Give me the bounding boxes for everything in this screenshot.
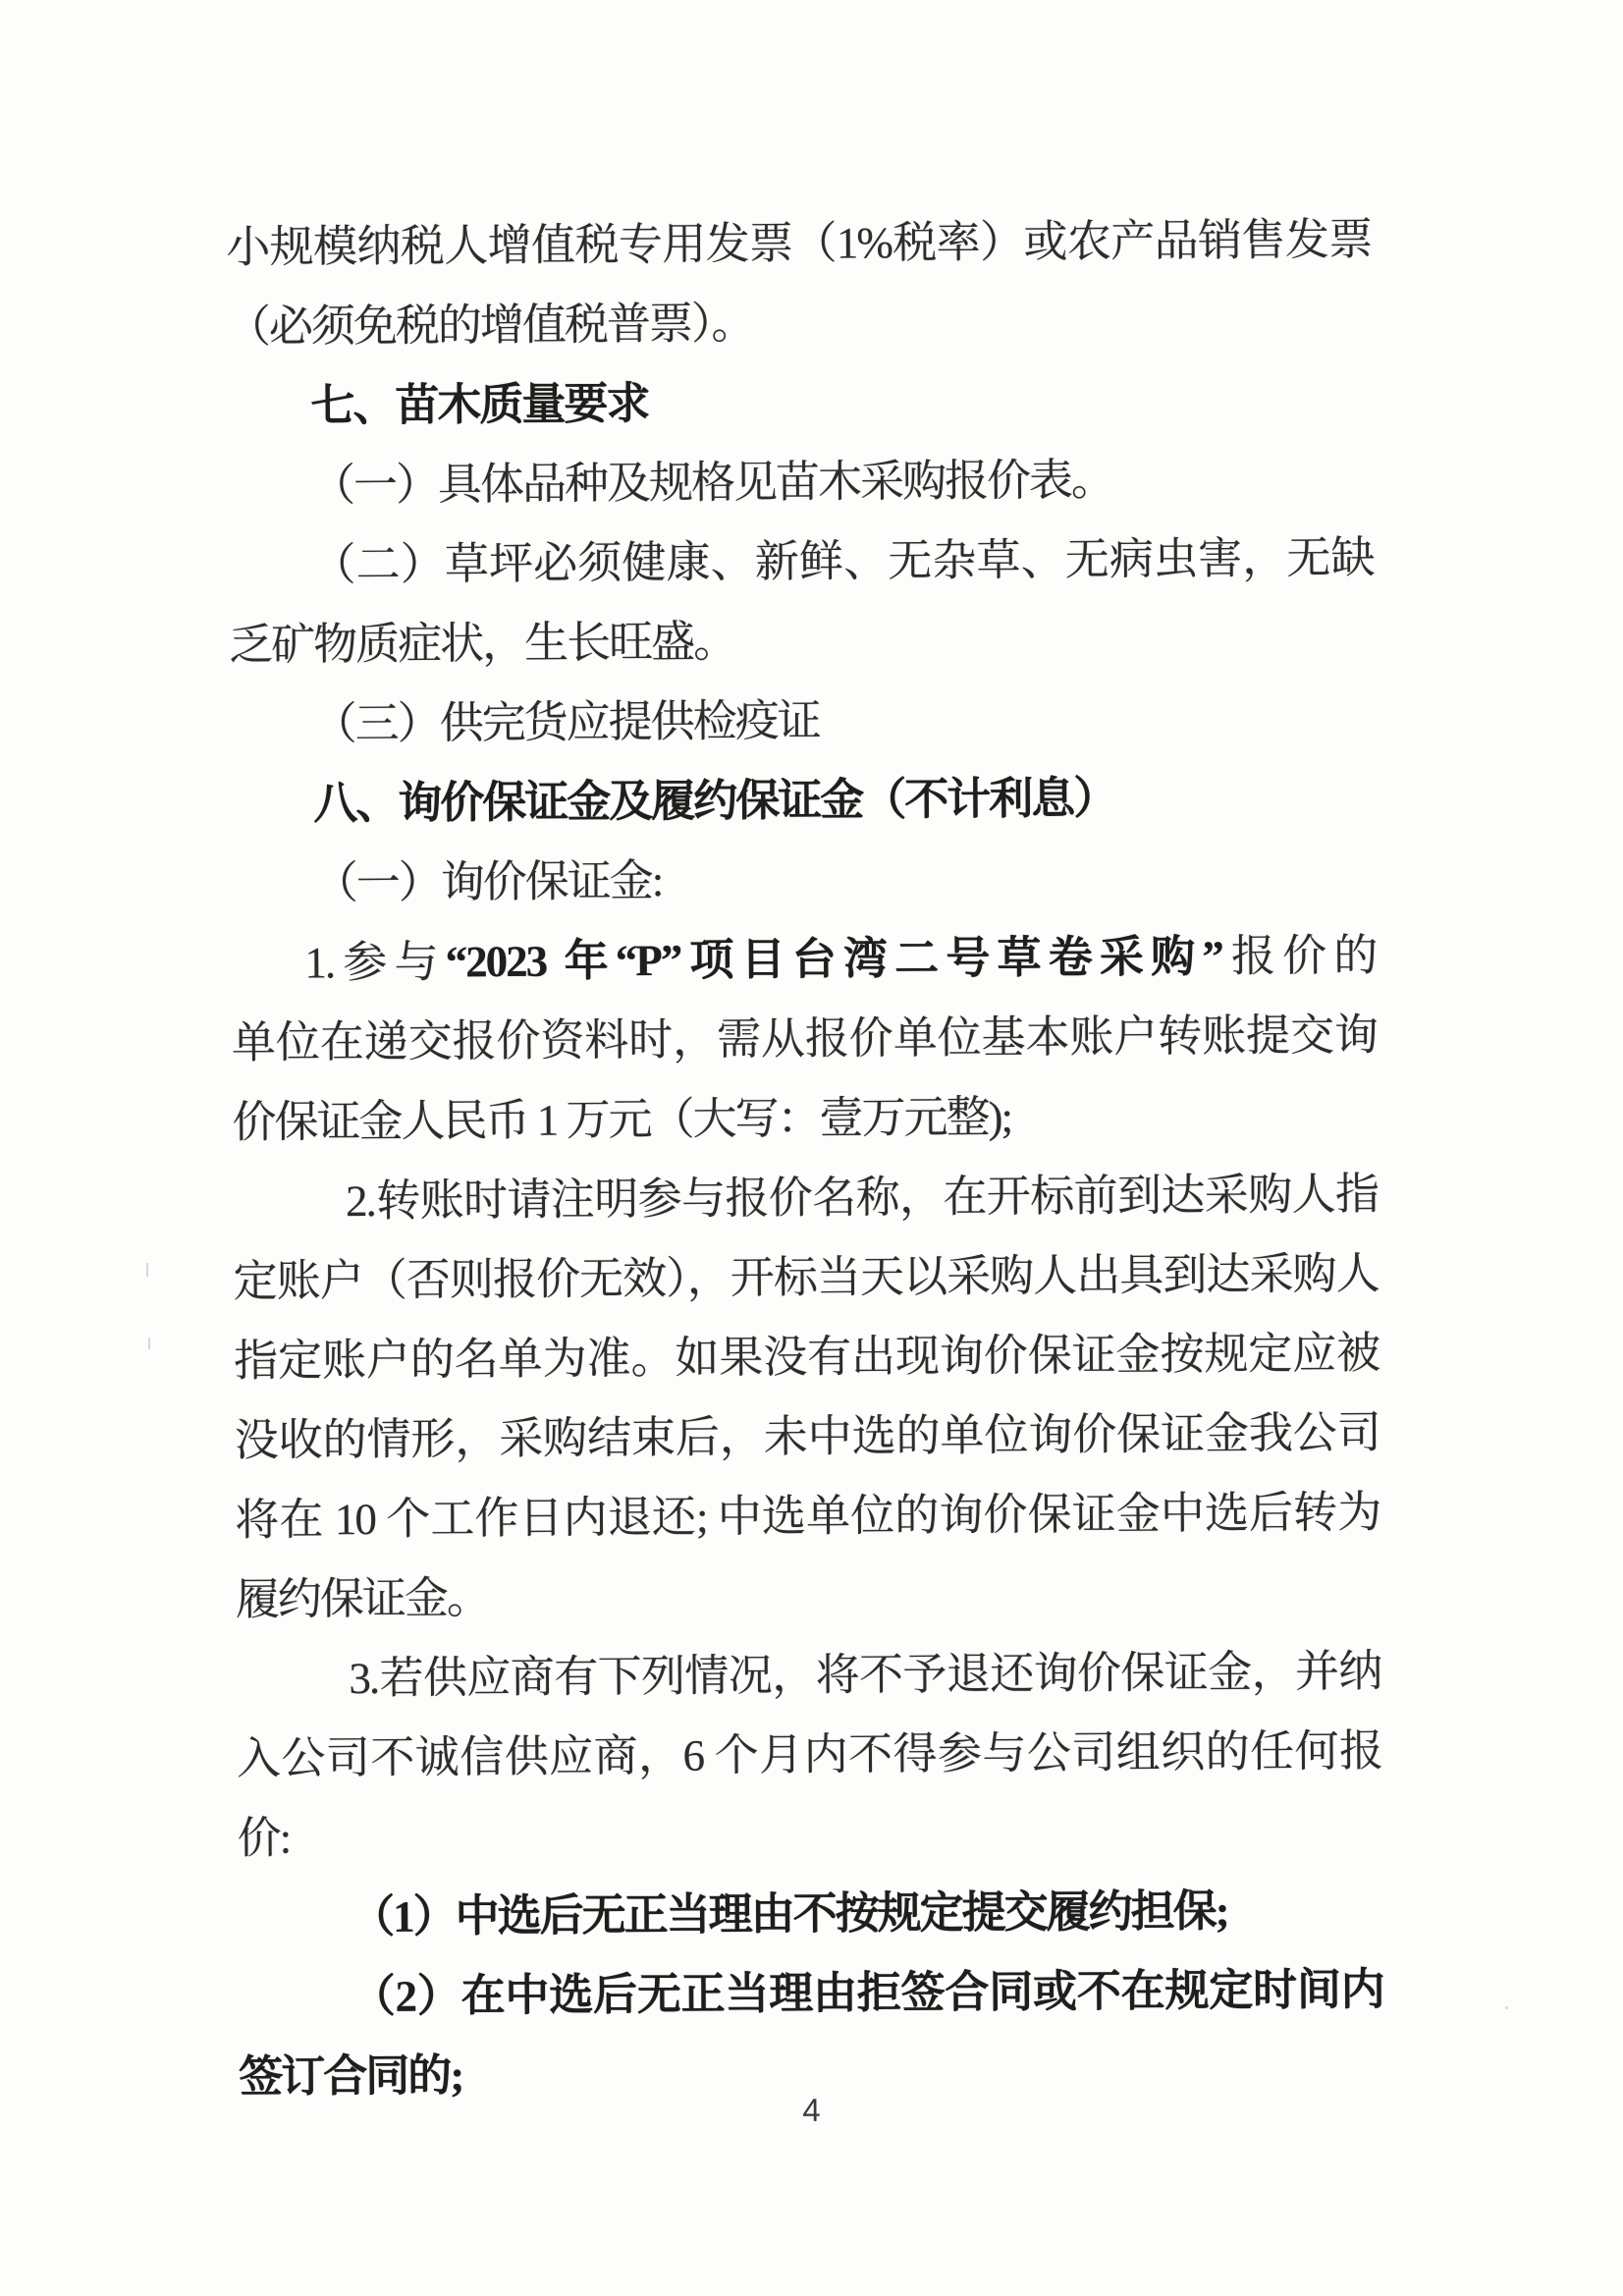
heading-section-8: 八、询价保证金及履约保证金（不计利息） [313,773,1116,829]
clause-2-line-1: 2.转账时请注明参与报价名称，在开标前到达采购人指 [345,1169,1379,1227]
clause-2-line-5: 将在 10 个工作日内退还; 中选单位的询价保证金中选后转为 [235,1487,1380,1545]
document-text-block [226,200,1384,2128]
clause-1-prefix: 1.参与 [304,937,446,988]
clause-3-line-2: 入公司不诚信供应商，6 个月内不得参与公司组织的任何报 [236,1725,1382,1783]
subitem-2-line-2: 签订合同的; [239,2050,463,2102]
subitem-2-line-1: （2）在中选后无正当理由拒签合同或不在规定时间内 [351,1964,1383,2022]
invoice-clause-line-2: （必须免税的增值税普票）。 [226,299,754,352]
clause-1-line-2: 单位在递交报价资料时，需从报价单位基本账户转账提交询 [231,1010,1378,1067]
invoice-clause-line-1: 小规模纳税人增值税专用发票（1%税率）或农产品销售发票 [226,214,1372,272]
scan-artifact [146,1263,148,1277]
clause-1-suffix: 报价的 [1221,930,1377,981]
project-title: “2023 年“P”项目台湾二号草卷采购” [445,931,1222,987]
item-7-1: （一）具体品种及规格见苗木采购报价表。 [310,455,1114,511]
item-8-1: （一）询价保证金: [313,855,663,908]
subitem-1: （1）中选后无正当理由不按规定提交履约担保; [350,1886,1228,1942]
clause-2-line-2: 定账户（否则报价无效），开标当天以采购人出具到达采购人 [233,1248,1379,1306]
clause-2-line-4: 没收的情形，采购结束后，未中选的单位询价保证金我公司 [234,1407,1380,1465]
clause-2-line-6: 履约保证金。 [235,1573,490,1624]
clause-1-line-3: 价保证金人民币 1 万元（大写：壹万元整); [232,1092,1012,1147]
page-number: 4 [802,2091,821,2128]
scan-artifact [1505,2006,1508,2009]
scan-artifact [148,1338,150,1349]
clause-2-line-3: 指定账户的名单为准。如果没有出现询价保证金按规定应被 [234,1328,1380,1386]
item-7-2-line-1: （二）草坪必须健康、新鲜、无杂草、无病虫害，无缺 [311,532,1374,590]
clause-3-line-1: 3.若供应商有下列情况，将不予退还询价保证金，并纳 [349,1646,1381,1704]
clause-3-line-3: 价: [237,1813,291,1863]
clause-1-line-1 [231,916,1377,1004]
item-7-3: （三）供完货应提供检疫证 [312,695,820,749]
heading-section-7: 七、苗木质量要求 [310,379,649,431]
item-7-2-line-2: 乏矿物质症状，生长旺盛。 [228,617,736,670]
